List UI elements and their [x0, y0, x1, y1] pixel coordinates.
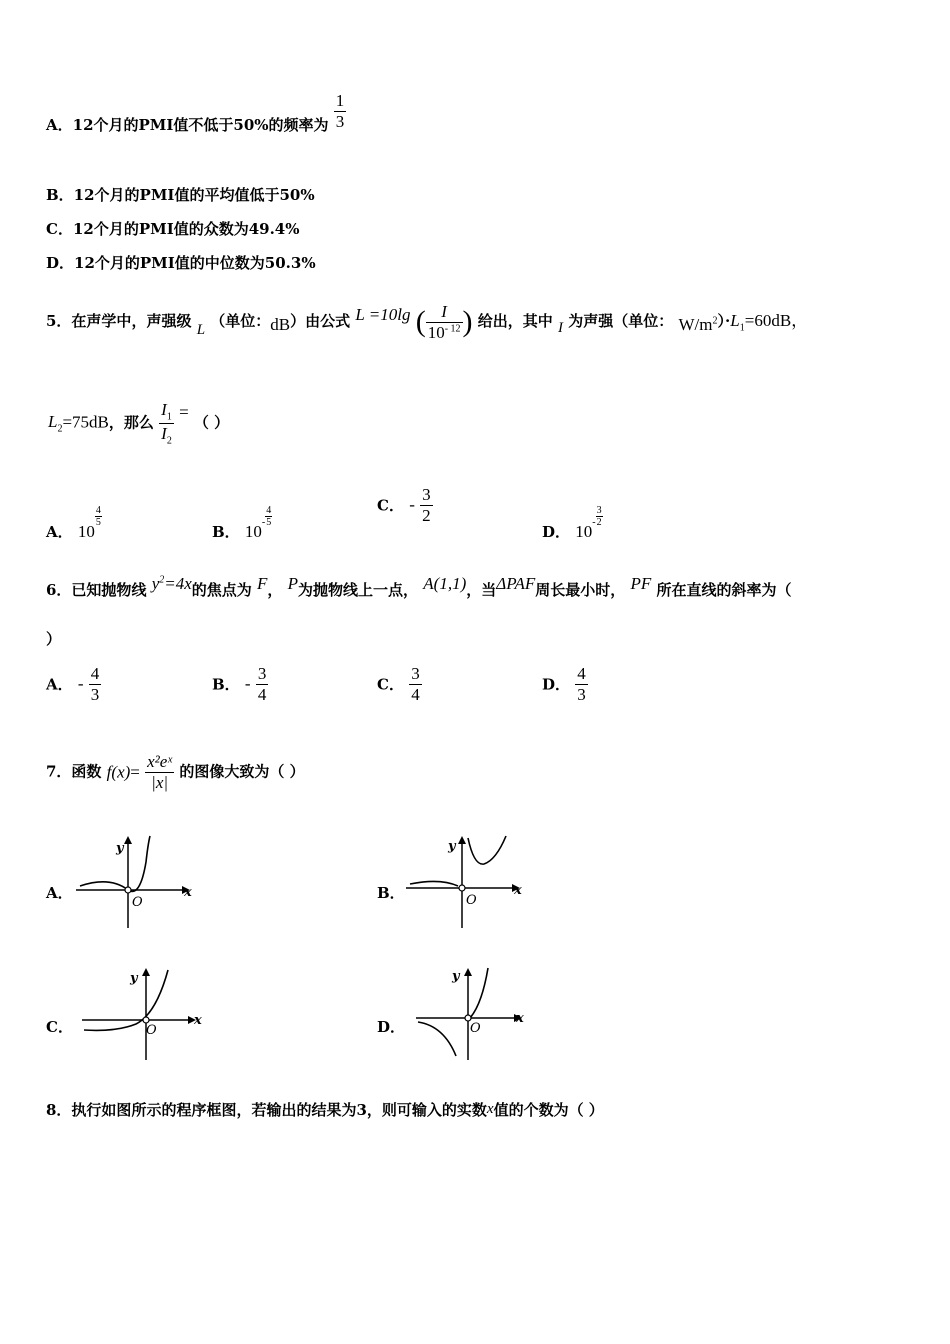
q7-after: 的图像大致为（ ）: [179, 762, 305, 781]
q7-graph-b: [400, 832, 530, 932]
q7-fraction-numerator: x²eˣ: [147, 752, 173, 771]
q5-answer-paren: （ ）: [193, 413, 230, 432]
q8-symbol-x: x: [486, 1101, 494, 1117]
q5-ratio-numerator: $I_1$: [161, 400, 172, 423]
q5-close-paren: ）: [717, 312, 726, 331]
q5-option-c: [377, 485, 433, 525]
q5-unit-label: （单位：: [210, 312, 271, 331]
q4-option-a-fraction: [334, 91, 347, 131]
q5-after-formula: 给出，其中: [477, 312, 553, 331]
q7-equals: =: [130, 762, 140, 782]
q6-option-d-fraction: $\frac{4}{3}$: [577, 664, 586, 704]
q7-number: 7．函数: [46, 762, 102, 781]
q7-function-f: f: [106, 762, 112, 782]
q7-graph-b-origin: O: [466, 893, 477, 908]
q5-option-d-base: 10: [575, 522, 593, 541]
q6-option-c: [377, 664, 422, 704]
q7-graph-d: [410, 964, 540, 1064]
q7-graph-c-axis-x: x: [194, 1013, 202, 1028]
q5-option-a-exponent: $\frac{4}{5}$: [95, 505, 101, 528]
q5-option-d: [542, 505, 603, 542]
q6-option-b-sign: -: [244, 674, 251, 694]
q8-text-before: 8．执行如图所示的程序框图，若输出的结果为3，则可输入的实数: [46, 1101, 487, 1119]
q5-formula-paren-left: (: [415, 305, 426, 339]
q7-graph-a-axis-x: x: [184, 885, 192, 900]
q5-option-b: [212, 505, 272, 542]
q4-option-b: B．12个月的PMI值的平均值低于50%: [46, 186, 315, 204]
q4-option-a-text: 12个月的PMI值不低于50%的频率为: [72, 116, 329, 134]
q6-option-d: [542, 664, 588, 704]
q7-fraction: [145, 752, 174, 792]
q7-option-c-letter: C．: [46, 1018, 73, 1036]
q5-then: ，那么: [108, 413, 154, 432]
q5-ratio-fraction: [159, 400, 174, 447]
q7-function-arg: (x): [111, 762, 131, 782]
q5-intensity-label: 为声强（单位：: [568, 312, 674, 331]
q7-graph-a-origin: O: [132, 895, 143, 910]
q5-option-b-base: 10: [244, 522, 262, 541]
q5-unit-wm2: $W/m^2$: [678, 315, 718, 335]
q5-option-d-exp-sign: -: [592, 517, 596, 528]
q7-graph-d-origin: O: [470, 1021, 481, 1036]
q6-option-b-fraction: $\frac{3}{4}$: [257, 664, 267, 704]
q5-option-c-letter: C．: [377, 496, 404, 515]
q6-stem-line1: [46, 575, 792, 598]
q4-option-c: C．12个月的PMI值的众数为49.4%: [46, 220, 300, 238]
q6-point-A: A(1,1): [423, 574, 467, 593]
q5-L1: $L_1$: [730, 311, 745, 334]
q7-graph-a: [70, 832, 200, 932]
q6-option-a-sign: -: [77, 674, 84, 694]
q6-option-a-letter: A．: [46, 675, 73, 694]
q7-graph-a-axis-y: y: [116, 841, 124, 856]
q7-graph-b-axis-y: y: [448, 839, 456, 854]
q5-formula-paren-right: ): [462, 305, 473, 339]
q5-formula-lhs: L =10lg: [355, 305, 411, 325]
q7-option-a-letter: A．: [46, 884, 73, 902]
q6-symbol-F: F: [257, 574, 268, 593]
q6-symbol-P: P: [287, 574, 299, 593]
q6-option-c-letter: C．: [377, 675, 404, 694]
q5-symbol-I: I: [558, 320, 564, 337]
q6-option-b: [212, 664, 268, 704]
q6-line-PF: PF: [630, 574, 652, 593]
q5-option-d-letter: D．: [542, 523, 571, 541]
q5-L2: $L_2$: [48, 412, 63, 435]
q6-point-text: 为抛物线上一点，: [298, 581, 419, 599]
q5-option-a: [46, 505, 102, 542]
q7-graph-c: [76, 964, 206, 1064]
q7-fraction-denominator: |x|: [151, 772, 169, 792]
q7-stem: [46, 752, 305, 792]
q8-stem: [46, 1102, 604, 1118]
q5-number: 5．在声学中，声强级: [46, 312, 192, 331]
q7-graph-c-axis-y: y: [130, 971, 138, 986]
q6-comma: ，: [267, 581, 283, 599]
q4-option-a-numerator: 1: [335, 90, 345, 110]
q5-option-b-exp-sign: -: [261, 517, 266, 528]
q5-option-c-fraction: $\frac{3}{2}$: [422, 485, 431, 525]
q7-graph-d-axis-x: x: [516, 1011, 524, 1026]
q8-text-after: 值的个数为（ ）: [493, 1101, 604, 1119]
q7-graph-d-axis-y: y: [452, 969, 460, 984]
q5-option-c-sign: -: [409, 495, 415, 515]
q7-graph-c-origin: O: [146, 1023, 157, 1038]
q6-triangle: ΔPAF: [496, 574, 536, 593]
q5-equals: =: [179, 402, 189, 422]
q5-option-a-letter: A．: [46, 523, 73, 541]
q6-number: 6．已知抛物线: [46, 581, 147, 599]
q6-when: ，当: [466, 581, 497, 599]
q5-option-a-base: 10: [77, 522, 95, 541]
q6-parabola: $y^2=4x$: [151, 574, 192, 593]
q5-option-d-exponent: $\frac{3}{2}$: [596, 505, 602, 528]
q5-formula-fraction: [426, 302, 463, 342]
q5-formula-numerator: I: [426, 302, 463, 323]
q5-formula-intro: ）由公式: [290, 312, 351, 331]
q6-option-a-fraction: $\frac{4}{3}$: [90, 664, 100, 704]
q4-option-d: D．12个月的PMI值的中位数为50.3%: [46, 254, 316, 272]
q5-dot: ·: [725, 312, 731, 331]
q7-option-d-letter: D．: [377, 1018, 406, 1036]
q7-option-b-letter: B．: [377, 884, 405, 902]
q5-stem-line1: [46, 302, 808, 342]
q4-option-a-letter: A．: [46, 116, 73, 134]
q6-perimeter: 周长最小时，: [535, 581, 626, 599]
q5-symbol-L: L: [196, 322, 206, 339]
q5-L1-value: =60dB，: [744, 311, 809, 331]
q7-graph-b-axis-x: x: [514, 883, 522, 898]
q5-option-b-exponent: $\frac{4}{5}$: [266, 505, 272, 528]
q5-formula-denominator: $10^{- 12}$: [427, 322, 461, 342]
q5-option-b-letter: B．: [212, 523, 240, 541]
q5-unit-db: dB: [270, 315, 291, 335]
q4-option-a-denominator: 3: [335, 111, 345, 131]
q5-stem-line2: [48, 400, 229, 447]
q6-close-paren: ）: [46, 630, 62, 648]
q4-option-a: [46, 90, 346, 134]
q5-L2-value: =75dB: [62, 412, 109, 432]
q6-focus-text: 的焦点为: [191, 581, 252, 599]
q6-option-d-letter: D．: [542, 675, 571, 694]
q6-option-a: [46, 664, 101, 704]
q5-ratio-denominator: $I_2$: [161, 423, 172, 447]
q6-slope-text: 所在直线的斜率为（: [656, 581, 792, 599]
q6-option-c-fraction: $\frac{3}{4}$: [411, 664, 420, 704]
q6-option-b-letter: B．: [212, 675, 240, 694]
